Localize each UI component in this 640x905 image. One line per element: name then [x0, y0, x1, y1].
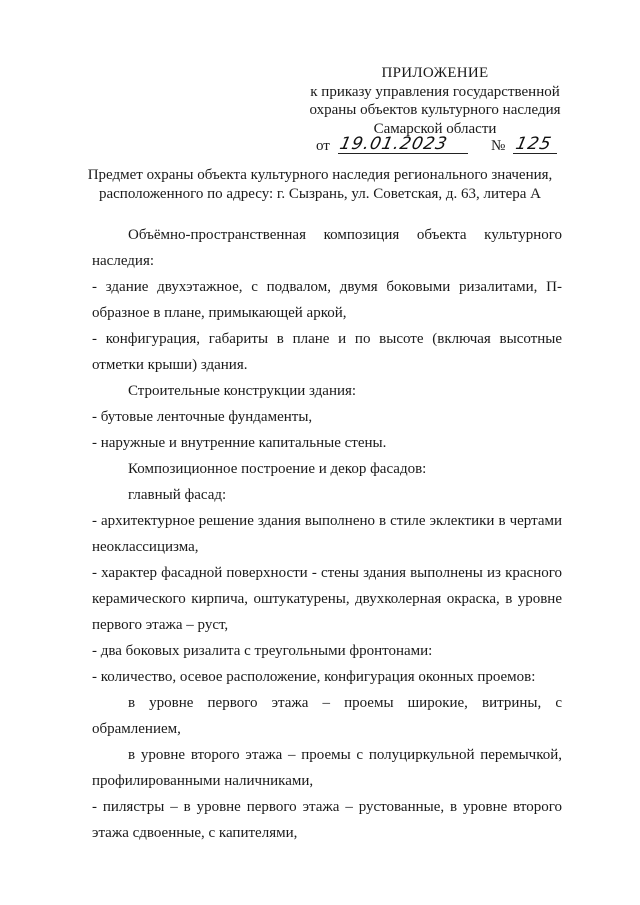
body-paragraph: - конфигурация, габариты в плане и по высоте (включая высотные отметки крыши) здания.: [92, 331, 562, 373]
appendix-line: Самарской области: [373, 120, 497, 137]
body-paragraph: главный фасад:: [128, 487, 227, 503]
body-paragraph: - два боковых ризалита с треугольными фронтонами:: [92, 643, 433, 659]
handwritten-number: 125: [513, 134, 554, 154]
body-paragraph: Композиционное построение и декор фасадов:: [128, 461, 427, 477]
body-paragraph: - архитектурное решение здания выполнено в стиле эклектики в чертами неоклассицизма,: [92, 513, 562, 555]
order-date-number-line: [316, 136, 566, 156]
body-paragraph: - бутовые ленточные фундаменты,: [92, 409, 313, 425]
body-paragraph: - наружные и внутренние капитальные стены.: [92, 435, 387, 451]
body-paragraph: в уровне второго этажа – проемы с полуциркульной перемычкой, профилированными наличниками,: [92, 747, 562, 789]
body-paragraph: Строительные конструкции здания:: [128, 383, 357, 399]
appendix-title: ПРИЛОЖЕНИЕ: [381, 65, 489, 81]
appendix-line: охраны объектов культурного наследия: [309, 102, 561, 118]
heading-line: расположенного по адресу: г. Сызрань, ул. Советская, д. 63, литера А: [98, 186, 542, 202]
document-heading: [60, 166, 580, 204]
body-paragraph: - характер фасадной поверхности - стены здания выполнены из красного керамического кирпича, оштукатурены, двухколерная окраска, в уровне первого этажа – руст,: [92, 565, 562, 633]
from-label: от: [316, 138, 330, 154]
appendix-block: [300, 64, 570, 138]
body-paragraph: в уровне первого этажа – проемы широкие, витрины, с обрамлением,: [92, 695, 562, 737]
body-paragraph: Объёмно-пространственная композиция объекта культурного наследия:: [92, 227, 562, 269]
handwritten-date: 19.01.2023: [337, 134, 450, 154]
body-paragraph: - здание двухэтажное, с подвалом, двумя боковыми ризалитами, П-образное в плане, примыкающей аркой,: [92, 279, 562, 321]
body-paragraph: - пилястры – в уровне первого этажа – рустованные, в уровне второго этажа сдвоенные, с капителями,: [92, 799, 562, 841]
heading-line: Предмет охраны объекта культурного наследия регионального значения,: [87, 167, 553, 183]
number-label: №: [491, 138, 506, 154]
document-body: [92, 222, 562, 846]
appendix-line: к приказу управления государственной: [310, 83, 560, 100]
body-paragraph: - количество, осевое расположение, конфигурация оконных проемов:: [92, 669, 536, 685]
